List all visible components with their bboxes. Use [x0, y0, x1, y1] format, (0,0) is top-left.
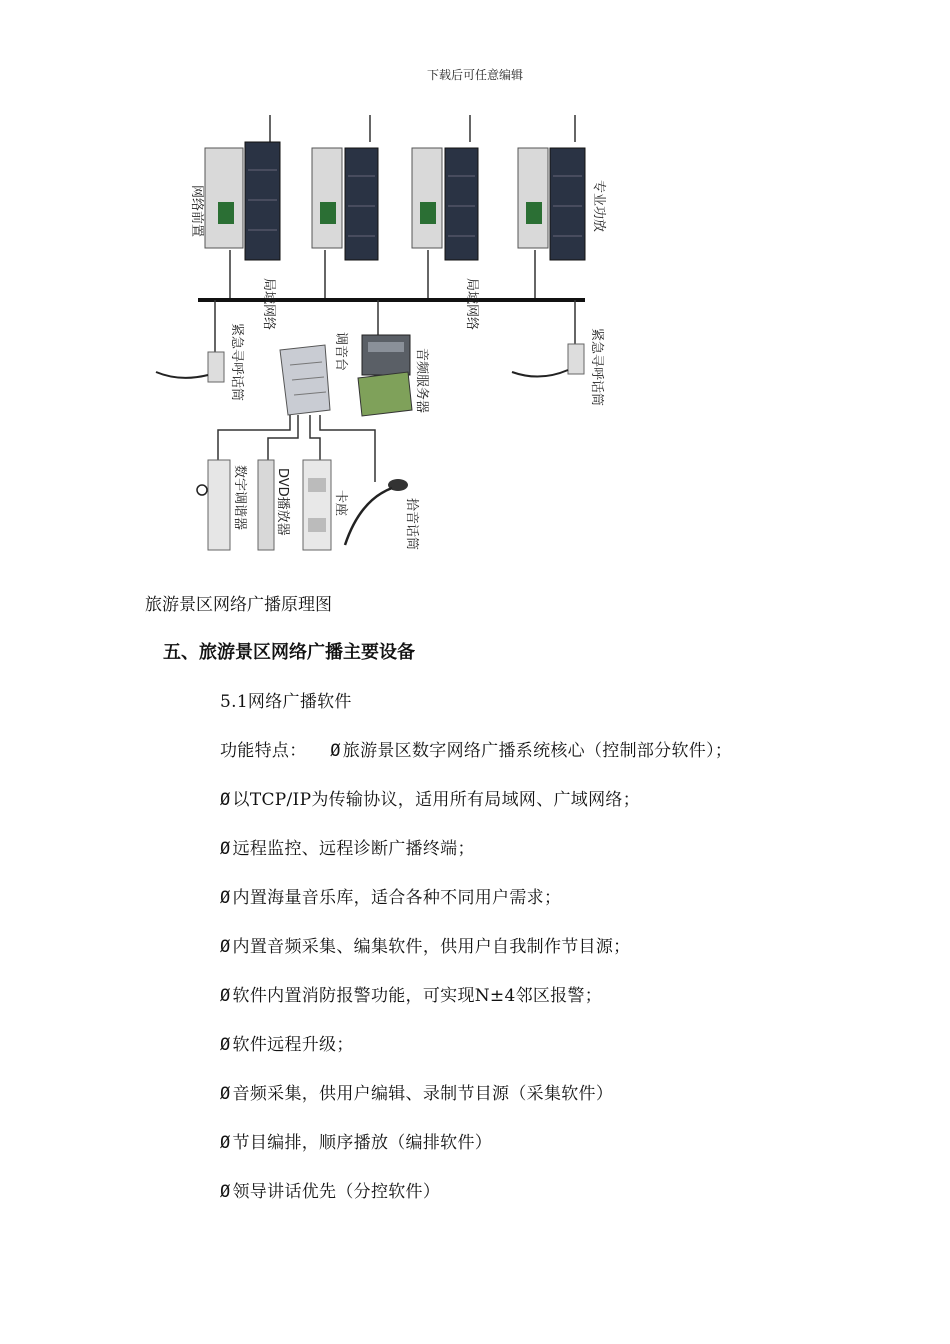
bullet-icon: Ø [220, 790, 231, 810]
equipment-stack-1 [205, 142, 280, 260]
feature-item: Ø 以TCP/IP为传输协议，适用所有局域网、广域网络； [220, 790, 641, 810]
label-pickup: 拾音话筒 [404, 498, 419, 551]
equipment-stack-3 [412, 148, 478, 260]
bullet-icon: Ø [220, 1182, 231, 1202]
audio-server [358, 335, 412, 416]
label-dvd: DVD播放器 [275, 468, 290, 536]
label-mic-left: 紧急寻呼话筒 [229, 323, 244, 402]
bullet-icon: Ø [220, 1035, 231, 1055]
label-amp: 专业功放 [591, 180, 606, 233]
feature-item: Ø 内置音频采集、编集软件，供用户自我制作节目源； [220, 937, 631, 957]
label-deck: 卡座 [333, 490, 348, 517]
feature-item: Ø 内置海量音乐库，适合各种不同用户需求； [220, 888, 562, 908]
bullet-icon: Ø [220, 937, 231, 957]
feature-item: Ø 远程监控、远程诊断广播终端； [220, 839, 475, 859]
feature-item: Ø 音频采集，供用户编辑、录制节目源（采集软件） [220, 1084, 614, 1104]
label-server: 音频服务器 [414, 348, 429, 414]
feature-item: Ø 软件内置消防报警功能，可实现N±4邻区报警； [220, 986, 603, 1006]
label-front: 网络前置 [189, 185, 204, 238]
label-lan-left: 局域网络 [261, 278, 276, 331]
bullet-icon: Ø [220, 986, 231, 1006]
features-label: 功能特点： [220, 741, 307, 761]
digital-tuner [208, 460, 230, 550]
bullet-icon: Ø [220, 839, 231, 859]
subsection-title: 5.1网络广播软件 [220, 692, 352, 712]
label-mic-right: 紧急寻呼话筒 [589, 328, 604, 407]
feature-item: Ø 领导讲话优先（分控软件） [220, 1182, 441, 1202]
figure-caption: 旅游景区网络广播原理图 [145, 595, 332, 615]
network-broadcast-diagram [140, 110, 620, 565]
bullet-icon: Ø [220, 888, 231, 908]
feature-first: 旅游景区数字网络广播系统核心（控制部分软件）； [342, 741, 733, 761]
mixing-console [280, 345, 330, 415]
feature-item: Ø 软件远程升级； [220, 1035, 354, 1055]
equipment-stack-2 [312, 148, 378, 260]
paging-mic-left [156, 352, 224, 382]
page-header: 下载后可任意编辑 [426, 68, 523, 82]
feature-item: Ø 节目编排，顺序播放（编排软件） [220, 1133, 493, 1153]
features-intro [220, 736, 732, 761]
label-lan-right: 局域网络 [464, 278, 479, 331]
cassette-deck [303, 460, 331, 550]
bullet-icon: Ø [220, 1084, 231, 1104]
pickup-mic [345, 479, 408, 545]
label-console: 调音台 [333, 332, 348, 372]
section-heading: 五、旅游景区网络广播主要设备 [163, 642, 415, 663]
label-tuner: 数字调谐器 [232, 465, 247, 531]
equipment-stack-4 [518, 148, 585, 260]
bullet-icon: Ø [330, 741, 341, 761]
dvd-player [258, 460, 274, 550]
paging-mic-right [512, 344, 584, 377]
bullet-icon: Ø [220, 1133, 231, 1153]
